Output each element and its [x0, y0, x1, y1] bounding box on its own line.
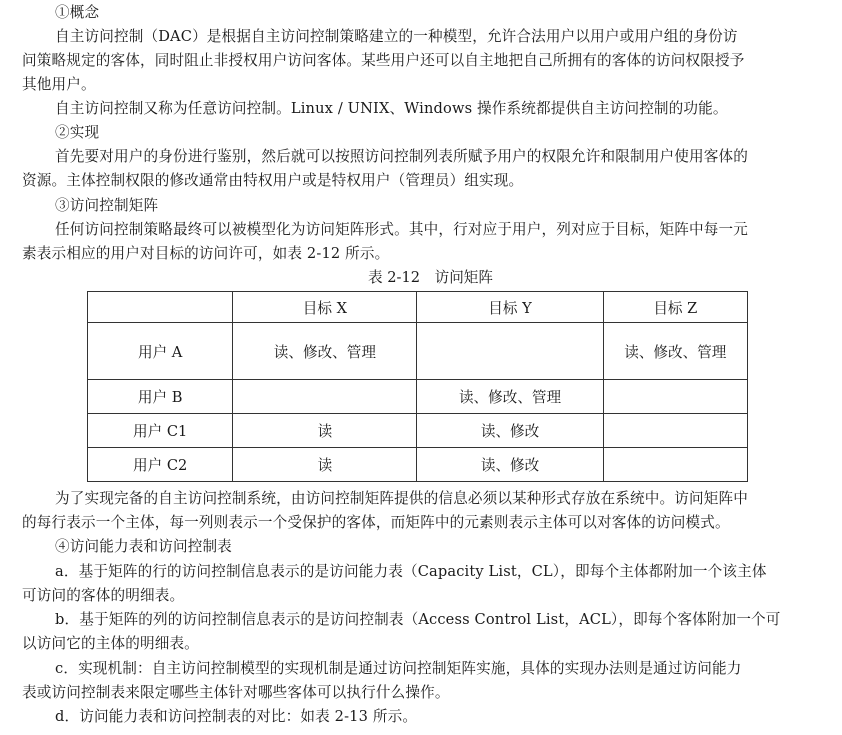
table-cell: 读 — [233, 448, 417, 482]
table-row — [88, 414, 748, 448]
table-cell: 用户 A — [88, 323, 233, 380]
item-d-line: d．访问能力表和访问控制表的对比：如表 2-13 所示。 — [55, 708, 418, 725]
matrix-paragraph-line: 任何访问控制策略最终可以被模型化为访问矩阵形式。其中，行对应于用户，列对应于目标，矩阵中每一元 — [55, 221, 748, 238]
concept-paragraph-line: 自主访问控制（DAC）是根据自主访问控制策略建立的一种模型，允许合法用户以用户或用户组的身份访 — [55, 28, 738, 45]
concept-paragraph-line: 其他用户。 — [22, 76, 96, 93]
table-header-row — [88, 292, 748, 323]
table-header-cell — [88, 292, 233, 323]
access-matrix-table — [87, 291, 748, 482]
table-cell: 读、修改 — [417, 414, 603, 448]
after-table-line: 的每行表示一个主体，每一列则表示一个受保护的客体，而矩阵中的元素则表示主体可以对客体的访问模式。 — [22, 514, 730, 531]
table-cell — [417, 323, 603, 380]
item-c-line: 表或访问控制表来限定哪些主体针对哪些客体可以执行什么操作。 — [22, 684, 450, 701]
concept-paragraph-line: 问策略规定的客体，同时阻止非授权用户访问客体。某些用户还可以自主地把自己所拥有的客体的访问权限授予 — [22, 52, 745, 69]
table-header-cell: 目标 Z — [603, 292, 747, 323]
table-cell: 读、修改、管理 — [603, 323, 747, 380]
item-c-line: c．实现机制：自主访问控制模型的实现机制是通过访问控制矩阵实施，具体的实现办法则是通过访问能力 — [55, 660, 742, 677]
table-row — [88, 448, 748, 482]
table-cell: 用户 C2 — [88, 448, 233, 482]
table-row — [88, 380, 748, 414]
table-cell: 用户 B — [88, 380, 233, 414]
item-a-line: a．基于矩阵的行的访问控制信息表示的是访问能力表（Capacity List，CL），即每个主体都附加一个该主体 — [55, 563, 767, 580]
item-a-line: 可访问的客体的明细表。 — [22, 587, 185, 604]
table-cell: 读、修改、管理 — [233, 323, 417, 380]
matrix-heading: ③访问控制矩阵 — [55, 197, 159, 214]
after-table-line: 为了实现完备的自主访问控制系统，由访问控制矩阵提供的信息必须以某种形式存放在系统中。访问矩阵中 — [55, 490, 748, 507]
matrix-paragraph-line: 素表示相应的用户对目标的访问许可，如表 2-12 所示。 — [22, 245, 390, 262]
concept-heading: ①概念 — [55, 4, 100, 21]
table-cell — [233, 380, 417, 414]
implementation-line: 首先要对用户的身份进行鉴别，然后就可以按照访问控制列表所赋予用户的权限允许和限制用户使用客体的 — [55, 148, 748, 165]
concept-paragraph-2: 自主访问控制又称为任意访问控制。Linux / UNIX、Windows 操作系统都提供自主访问控制的功能。 — [55, 100, 728, 117]
table-cell: 读、修改、管理 — [417, 380, 603, 414]
table-cell — [603, 414, 747, 448]
table-header-cell: 目标 Y — [417, 292, 603, 323]
capability-heading: ④访问能力表和访问控制表 — [55, 538, 232, 555]
item-b-line: 以访问它的主体的明细表。 — [22, 635, 199, 652]
table-row — [88, 323, 748, 380]
implementation-heading: ②实现 — [55, 124, 100, 141]
table-header-cell: 目标 X — [233, 292, 417, 323]
table-cell — [603, 380, 747, 414]
table-cell: 用户 C1 — [88, 414, 233, 448]
table-cell — [603, 448, 747, 482]
table-cell: 读、修改 — [417, 448, 603, 482]
table-cell: 读 — [233, 414, 417, 448]
item-b-line: b．基于矩阵的列的访问控制信息表示的是访问控制表（Access Control List，ACL），即每个客体附加一个可 — [55, 611, 781, 628]
table-caption: 表 2-12 访问矩阵 — [368, 269, 493, 286]
implementation-line: 资源。主体控制权限的修改通常由特权用户或是特权用户（管理员）组实现。 — [22, 172, 524, 189]
